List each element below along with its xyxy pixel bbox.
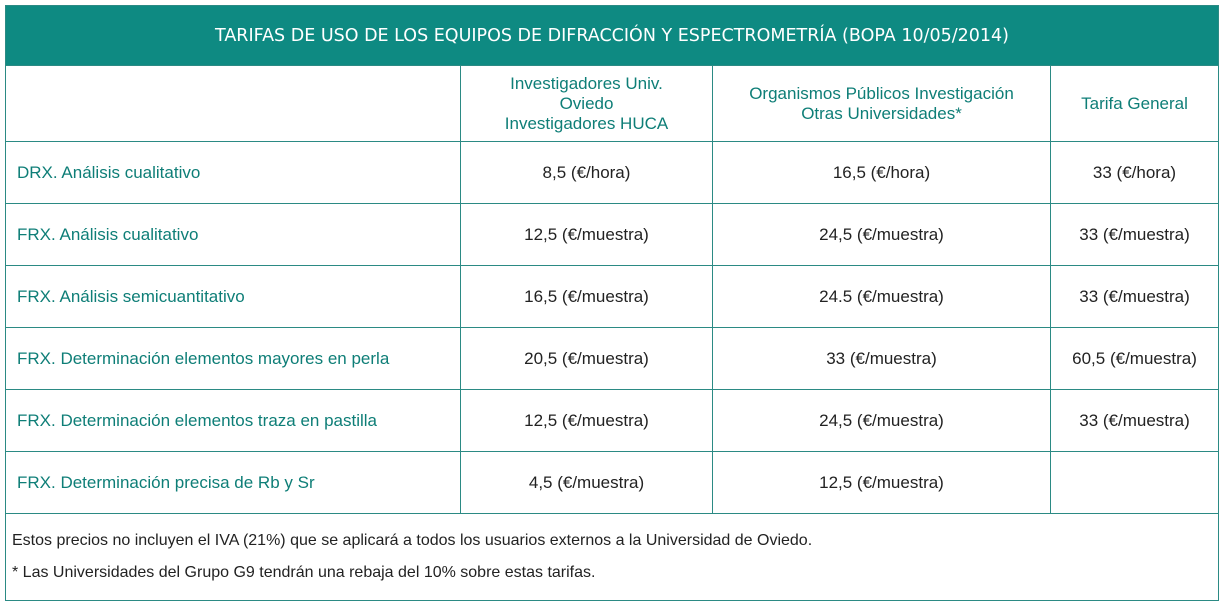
column-header-line: Tarifa General [1081,93,1188,113]
price-general-cell: 33 (€/muestra) [1051,204,1219,266]
column-header-empty [6,66,461,142]
price-univ-cell: 16,5 (€/muestra) [461,266,713,328]
price-opi-cell: 33 (€/muestra) [713,328,1051,390]
table-row [6,204,1219,266]
price-general-cell: 60,5 (€/muestra) [1051,328,1219,390]
price-general-cell: 33 (€/hora) [1051,142,1219,204]
price-univ-cell: 4,5 (€/muestra) [461,452,713,514]
notes-row [6,514,1219,601]
table-row [6,328,1219,390]
table-row [6,266,1219,328]
price-opi-cell: 24.5 (€/muestra) [713,266,1051,328]
price-opi-cell: 24,5 (€/muestra) [713,390,1051,452]
column-header-row [6,66,1219,142]
column-header-line: Oviedo [559,93,614,113]
price-general-cell: 33 (€/muestra) [1051,390,1219,452]
price-univ-cell: 8,5 (€/hora) [461,142,713,204]
price-univ-cell: 12,5 (€/muestra) [461,390,713,452]
service-cell: FRX. Determinación precisa de Rb y Sr [6,452,461,514]
price-opi-cell: 12,5 (€/muestra) [713,452,1051,514]
service-cell: FRX. Análisis semicuantitativo [6,266,461,328]
vat-note: Estos precios no incluyen el IVA (21%) que se aplicará a todos los usuarios externos a la Universidad de Oviedo. [12,532,813,549]
column-header-line: Investigadores Univ. [510,73,663,93]
column-header-organismos [713,66,1051,142]
price-general-cell [1051,452,1219,514]
price-opi-cell: 24,5 (€/muestra) [713,204,1051,266]
table-row [6,390,1219,452]
service-cell: FRX. Determinación elementos mayores en perla [6,328,461,390]
price-table [5,5,1219,601]
price-table-container [5,5,1218,601]
price-general-cell: 33 (€/muestra) [1051,266,1219,328]
price-univ-cell: 20,5 (€/muestra) [461,328,713,390]
table-row [6,142,1219,204]
column-header-line: Investigadores HUCA [504,113,669,133]
table-title-row [6,6,1219,66]
table-row [6,452,1219,514]
column-header-line: Organismos Públicos Investigación [749,83,1014,103]
price-opi-cell: 16,5 (€/hora) [713,142,1051,204]
service-cell: DRX. Análisis cualitativo [6,142,461,204]
table-title: TARIFAS DE USO DE LOS EQUIPOS DE DIFRACCIÓN Y ESPECTROMETRÍA (BOPA 10/05/2014) [6,6,1219,66]
g9-discount-note: * Las Universidades del Grupo G9 tendrán una rebaja del 10% sobre estas tarifas. [12,564,596,581]
price-univ-cell: 12,5 (€/muestra) [461,204,713,266]
notes-cell [6,514,1219,601]
column-header-line: Otras Universidades* [801,103,962,123]
service-cell: FRX. Análisis cualitativo [6,204,461,266]
service-cell: FRX. Determinación elementos traza en pastilla [6,390,461,452]
column-header-univ-oviedo [461,66,713,142]
column-header-general [1051,66,1219,142]
